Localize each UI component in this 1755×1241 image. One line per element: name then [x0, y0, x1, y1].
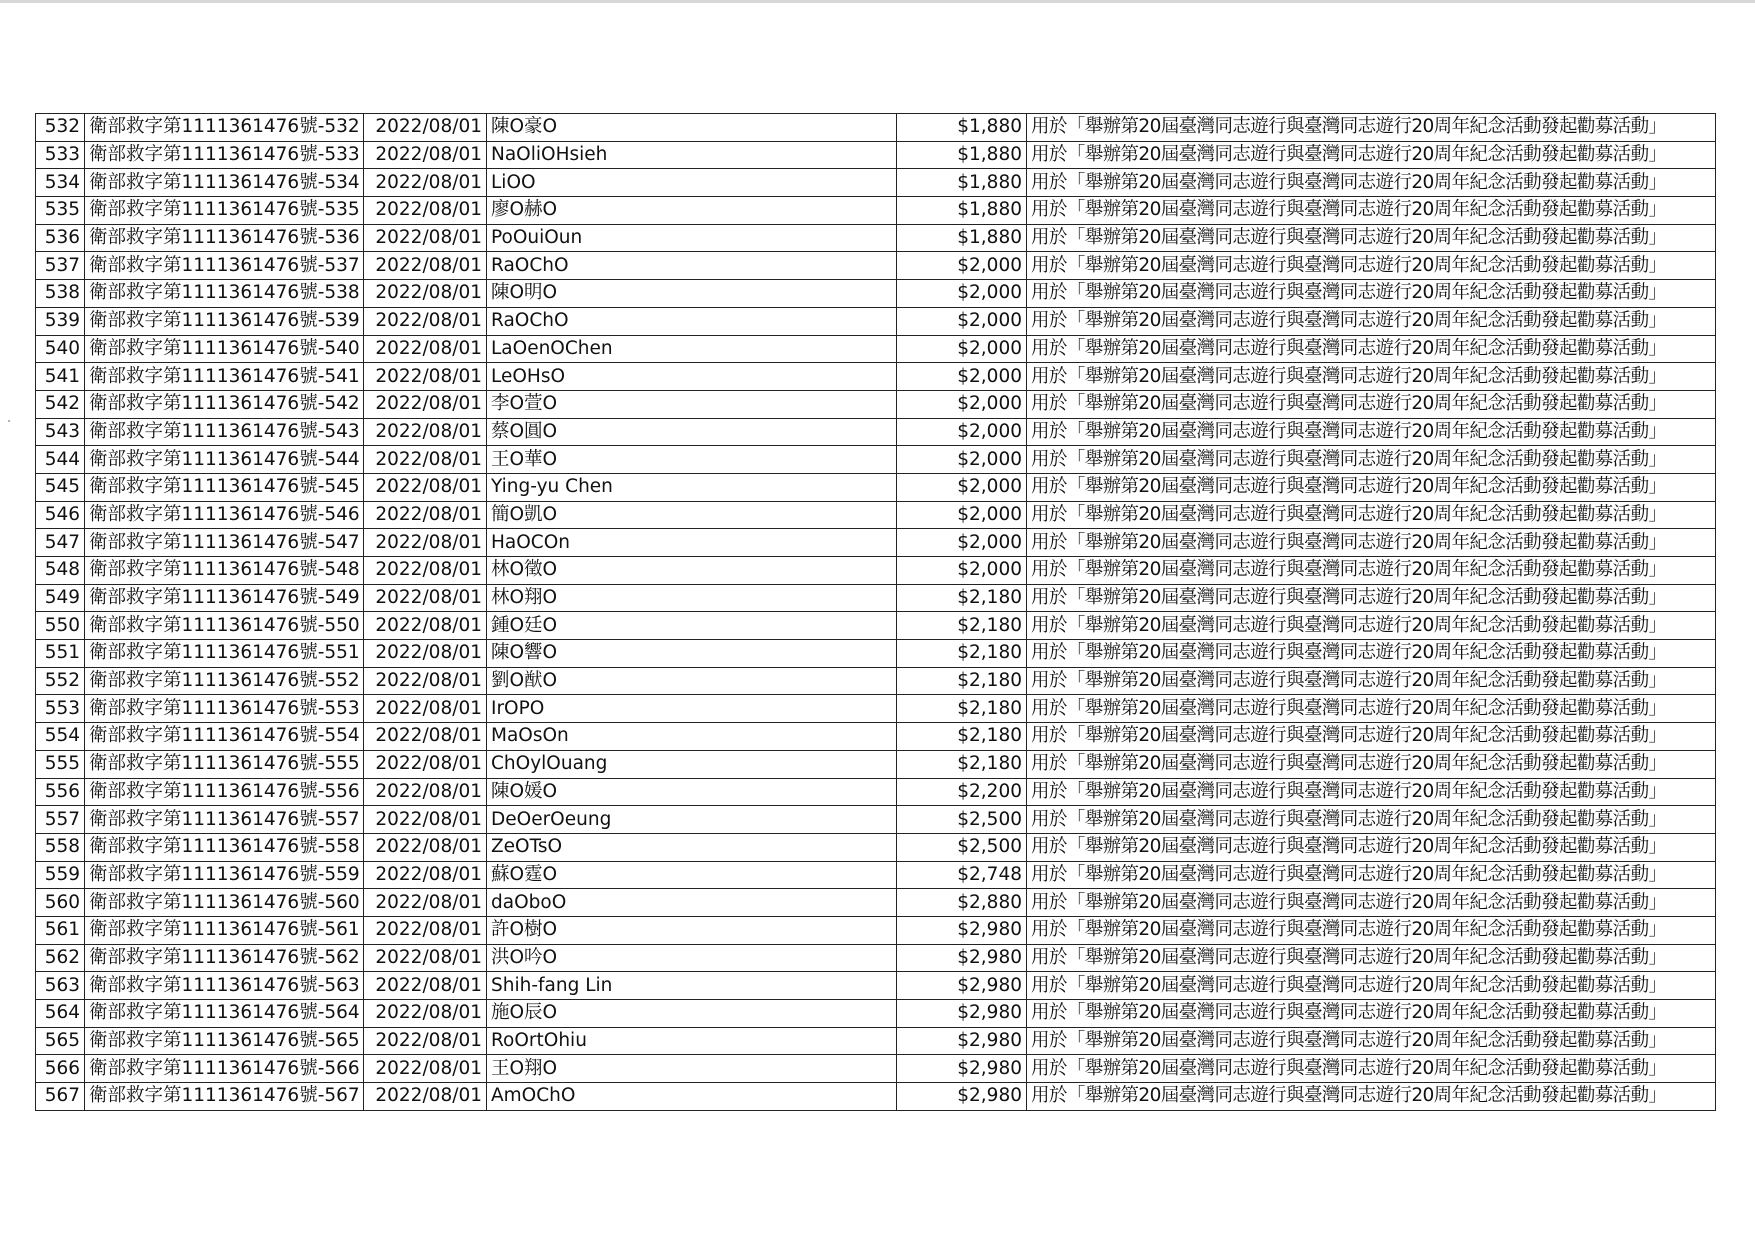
donor-name-cell: 蘇O霆O — [487, 861, 897, 889]
donation-date-cell: 2022/08/01 — [364, 944, 487, 972]
donation-amount-cell: $2,000 — [897, 363, 1027, 391]
donation-date-cell: 2022/08/01 — [364, 418, 487, 446]
donation-amount-cell: $2,200 — [897, 778, 1027, 806]
row-number-cell: 567 — [36, 1083, 85, 1111]
table-row — [36, 280, 1716, 308]
donation-date-cell: 2022/08/01 — [364, 114, 487, 142]
row-number-cell: 540 — [36, 335, 85, 363]
donation-purpose-cell: 用於「舉辦第20屆臺灣同志遊行與臺灣同志遊行20周年紀念活動發起勸募活動」 — [1027, 944, 1716, 972]
donation-purpose-cell: 用於「舉辦第20屆臺灣同志遊行與臺灣同志遊行20周年紀念活動發起勸募活動」 — [1027, 141, 1716, 169]
donation-amount-cell: $2,880 — [897, 889, 1027, 917]
donation-purpose-cell: 用於「舉辦第20屆臺灣同志遊行與臺灣同志遊行20周年紀念活動發起勸募活動」 — [1027, 390, 1716, 418]
row-number-cell: 543 — [36, 418, 85, 446]
table-row — [36, 612, 1716, 640]
table-row — [36, 640, 1716, 668]
row-number-cell: 537 — [36, 252, 85, 280]
donation-amount-cell: $1,880 — [897, 197, 1027, 225]
donation-date-cell: 2022/08/01 — [364, 501, 487, 529]
donation-amount-cell: $2,980 — [897, 1027, 1027, 1055]
row-number-cell: 542 — [36, 390, 85, 418]
donation-date-cell: 2022/08/01 — [364, 695, 487, 723]
receipt-reference-cell: 衛部救字第1111361476號-567 — [85, 1083, 364, 1111]
donation-purpose-cell: 用於「舉辦第20屆臺灣同志遊行與臺灣同志遊行20周年紀念活動發起勸募活動」 — [1027, 889, 1716, 917]
donation-date-cell: 2022/08/01 — [364, 252, 487, 280]
scan-speck — [8, 420, 10, 422]
donor-name-cell: 洪O吟O — [487, 944, 897, 972]
row-number-cell: 556 — [36, 778, 85, 806]
donation-date-cell: 2022/08/01 — [364, 141, 487, 169]
donation-date-cell: 2022/08/01 — [364, 280, 487, 308]
receipt-reference-cell: 衛部救字第1111361476號-545 — [85, 473, 364, 501]
donation-purpose-cell: 用於「舉辦第20屆臺灣同志遊行與臺灣同志遊行20周年紀念活動發起勸募活動」 — [1027, 1000, 1716, 1028]
donation-amount-cell: $2,180 — [897, 640, 1027, 668]
donor-name-cell: LiOO — [487, 169, 897, 197]
donor-name-cell: 廖O赫O — [487, 197, 897, 225]
donation-purpose-cell: 用於「舉辦第20屆臺灣同志遊行與臺灣同志遊行20周年紀念活動發起勸募活動」 — [1027, 916, 1716, 944]
ledger-body — [36, 114, 1716, 1111]
receipt-reference-cell: 衛部救字第1111361476號-556 — [85, 778, 364, 806]
donation-amount-cell: $2,000 — [897, 473, 1027, 501]
donation-purpose-cell: 用於「舉辦第20屆臺灣同志遊行與臺灣同志遊行20周年紀念活動發起勸募活動」 — [1027, 197, 1716, 225]
donation-purpose-cell: 用於「舉辦第20屆臺灣同志遊行與臺灣同志遊行20周年紀念活動發起勸募活動」 — [1027, 114, 1716, 142]
receipt-reference-cell: 衛部救字第1111361476號-537 — [85, 252, 364, 280]
donor-name-cell: RaOChO — [487, 307, 897, 335]
donor-name-cell: 林O翔O — [487, 584, 897, 612]
donation-date-cell: 2022/08/01 — [364, 390, 487, 418]
donation-amount-cell: $2,000 — [897, 252, 1027, 280]
donation-purpose-cell: 用於「舉辦第20屆臺灣同志遊行與臺灣同志遊行20周年紀念活動發起勸募活動」 — [1027, 557, 1716, 585]
donation-amount-cell: $2,180 — [897, 612, 1027, 640]
donation-purpose-cell: 用於「舉辦第20屆臺灣同志遊行與臺灣同志遊行20周年紀念活動發起勸募活動」 — [1027, 1055, 1716, 1083]
table-row — [36, 833, 1716, 861]
table-row — [36, 473, 1716, 501]
donor-name-cell: 王O翔O — [487, 1055, 897, 1083]
receipt-reference-cell: 衛部救字第1111361476號-533 — [85, 141, 364, 169]
donation-amount-cell: $2,000 — [897, 307, 1027, 335]
donation-purpose-cell: 用於「舉辦第20屆臺灣同志遊行與臺灣同志遊行20周年紀念活動發起勸募活動」 — [1027, 861, 1716, 889]
table-row — [36, 1055, 1716, 1083]
donation-purpose-cell: 用於「舉辦第20屆臺灣同志遊行與臺灣同志遊行20周年紀念活動發起勸募活動」 — [1027, 723, 1716, 751]
donor-name-cell: LaOenOChen — [487, 335, 897, 363]
donation-amount-cell: $2,000 — [897, 335, 1027, 363]
donor-name-cell: 劉O猷O — [487, 667, 897, 695]
table-row — [36, 723, 1716, 751]
row-number-cell: 535 — [36, 197, 85, 225]
row-number-cell: 533 — [36, 141, 85, 169]
row-number-cell: 541 — [36, 363, 85, 391]
receipt-reference-cell: 衛部救字第1111361476號-549 — [85, 584, 364, 612]
donation-amount-cell: $2,000 — [897, 501, 1027, 529]
donation-date-cell: 2022/08/01 — [364, 612, 487, 640]
donation-amount-cell: $2,000 — [897, 557, 1027, 585]
donation-amount-cell: $2,180 — [897, 695, 1027, 723]
receipt-reference-cell: 衛部救字第1111361476號-546 — [85, 501, 364, 529]
table-row — [36, 197, 1716, 225]
row-number-cell: 544 — [36, 446, 85, 474]
receipt-reference-cell: 衛部救字第1111361476號-555 — [85, 750, 364, 778]
table-row — [36, 695, 1716, 723]
donation-date-cell: 2022/08/01 — [364, 473, 487, 501]
receipt-reference-cell: 衛部救字第1111361476號-552 — [85, 667, 364, 695]
donation-purpose-cell: 用於「舉辦第20屆臺灣同志遊行與臺灣同志遊行20周年紀念活動發起勸募活動」 — [1027, 833, 1716, 861]
donation-amount-cell: $2,980 — [897, 972, 1027, 1000]
donation-purpose-cell: 用於「舉辦第20屆臺灣同志遊行與臺灣同志遊行20周年紀念活動發起勸募活動」 — [1027, 307, 1716, 335]
row-number-cell: 554 — [36, 723, 85, 751]
receipt-reference-cell: 衛部救字第1111361476號-553 — [85, 695, 364, 723]
donation-amount-cell: $2,980 — [897, 916, 1027, 944]
donation-amount-cell: $2,180 — [897, 584, 1027, 612]
table-row — [36, 446, 1716, 474]
donor-name-cell: 許O樹O — [487, 916, 897, 944]
donor-name-cell: 簡O凱O — [487, 501, 897, 529]
receipt-reference-cell: 衛部救字第1111361476號-532 — [85, 114, 364, 142]
donation-date-cell: 2022/08/01 — [364, 833, 487, 861]
donation-date-cell: 2022/08/01 — [364, 169, 487, 197]
row-number-cell: 545 — [36, 473, 85, 501]
donation-date-cell: 2022/08/01 — [364, 861, 487, 889]
row-number-cell: 552 — [36, 667, 85, 695]
donation-purpose-cell: 用於「舉辦第20屆臺灣同志遊行與臺灣同志遊行20周年紀念活動發起勸募活動」 — [1027, 280, 1716, 308]
receipt-reference-cell: 衛部救字第1111361476號-550 — [85, 612, 364, 640]
donation-amount-cell: $1,880 — [897, 141, 1027, 169]
table-row — [36, 224, 1716, 252]
donation-ledger-table — [35, 113, 1716, 1111]
donor-name-cell: 陳O豪O — [487, 114, 897, 142]
donor-name-cell: Ying-yu Chen — [487, 473, 897, 501]
donation-date-cell: 2022/08/01 — [364, 1055, 487, 1083]
donation-date-cell: 2022/08/01 — [364, 916, 487, 944]
donor-name-cell: ZeOTsO — [487, 833, 897, 861]
table-row — [36, 529, 1716, 557]
table-row — [36, 584, 1716, 612]
table-row — [36, 916, 1716, 944]
receipt-reference-cell: 衛部救字第1111361476號-557 — [85, 806, 364, 834]
row-number-cell: 557 — [36, 806, 85, 834]
donation-amount-cell: $2,500 — [897, 833, 1027, 861]
receipt-reference-cell: 衛部救字第1111361476號-560 — [85, 889, 364, 917]
donation-amount-cell: $2,000 — [897, 446, 1027, 474]
row-number-cell: 548 — [36, 557, 85, 585]
donation-purpose-cell: 用於「舉辦第20屆臺灣同志遊行與臺灣同志遊行20周年紀念活動發起勸募活動」 — [1027, 501, 1716, 529]
donor-name-cell: 陳O響O — [487, 640, 897, 668]
donation-purpose-cell: 用於「舉辦第20屆臺灣同志遊行與臺灣同志遊行20周年紀念活動發起勸募活動」 — [1027, 363, 1716, 391]
receipt-reference-cell: 衛部救字第1111361476號-539 — [85, 307, 364, 335]
donation-purpose-cell: 用於「舉辦第20屆臺灣同志遊行與臺灣同志遊行20周年紀念活動發起勸募活動」 — [1027, 335, 1716, 363]
donation-date-cell: 2022/08/01 — [364, 1083, 487, 1111]
page-top-edge — [0, 0, 1755, 3]
donation-date-cell: 2022/08/01 — [364, 529, 487, 557]
donation-date-cell: 2022/08/01 — [364, 640, 487, 668]
donation-purpose-cell: 用於「舉辦第20屆臺灣同志遊行與臺灣同志遊行20周年紀念活動發起勸募活動」 — [1027, 612, 1716, 640]
receipt-reference-cell: 衛部救字第1111361476號-561 — [85, 916, 364, 944]
table-row — [36, 418, 1716, 446]
donation-date-cell: 2022/08/01 — [364, 557, 487, 585]
donor-name-cell: 林O徵O — [487, 557, 897, 585]
table-row — [36, 363, 1716, 391]
donation-purpose-cell: 用於「舉辦第20屆臺灣同志遊行與臺灣同志遊行20周年紀念活動發起勸募活動」 — [1027, 529, 1716, 557]
receipt-reference-cell: 衛部救字第1111361476號-565 — [85, 1027, 364, 1055]
row-number-cell: 536 — [36, 224, 85, 252]
donation-purpose-cell: 用於「舉辦第20屆臺灣同志遊行與臺灣同志遊行20周年紀念活動發起勸募活動」 — [1027, 806, 1716, 834]
donation-date-cell: 2022/08/01 — [364, 363, 487, 391]
donor-name-cell: IrOPO — [487, 695, 897, 723]
donation-purpose-cell: 用於「舉辦第20屆臺灣同志遊行與臺灣同志遊行20周年紀念活動發起勸募活動」 — [1027, 1083, 1716, 1111]
donor-name-cell: NaOliOHsieh — [487, 141, 897, 169]
donation-amount-cell: $2,980 — [897, 1055, 1027, 1083]
table-row — [36, 557, 1716, 585]
table-row — [36, 944, 1716, 972]
donation-amount-cell: $2,000 — [897, 418, 1027, 446]
table-row — [36, 169, 1716, 197]
donor-name-cell: daOboO — [487, 889, 897, 917]
receipt-reference-cell: 衛部救字第1111361476號-548 — [85, 557, 364, 585]
donation-date-cell: 2022/08/01 — [364, 335, 487, 363]
receipt-reference-cell: 衛部救字第1111361476號-543 — [85, 418, 364, 446]
donation-date-cell: 2022/08/01 — [364, 806, 487, 834]
row-number-cell: 539 — [36, 307, 85, 335]
row-number-cell: 559 — [36, 861, 85, 889]
row-number-cell: 566 — [36, 1055, 85, 1083]
table-row — [36, 114, 1716, 142]
donation-amount-cell: $2,180 — [897, 723, 1027, 751]
donor-name-cell: 蔡O圓O — [487, 418, 897, 446]
table-row — [36, 390, 1716, 418]
donor-name-cell: Shih-fang Lin — [487, 972, 897, 1000]
receipt-reference-cell: 衛部救字第1111361476號-562 — [85, 944, 364, 972]
donation-purpose-cell: 用於「舉辦第20屆臺灣同志遊行與臺灣同志遊行20周年紀念活動發起勸募活動」 — [1027, 418, 1716, 446]
row-number-cell: 561 — [36, 916, 85, 944]
donation-date-cell: 2022/08/01 — [364, 972, 487, 1000]
row-number-cell: 565 — [36, 1027, 85, 1055]
donation-purpose-cell: 用於「舉辦第20屆臺灣同志遊行與臺灣同志遊行20周年紀念活動發起勸募活動」 — [1027, 695, 1716, 723]
donor-name-cell: 鍾O廷O — [487, 612, 897, 640]
row-number-cell: 538 — [36, 280, 85, 308]
table-row — [36, 501, 1716, 529]
donation-date-cell: 2022/08/01 — [364, 446, 487, 474]
receipt-reference-cell: 衛部救字第1111361476號-544 — [85, 446, 364, 474]
row-number-cell: 532 — [36, 114, 85, 142]
donation-date-cell: 2022/08/01 — [364, 889, 487, 917]
donation-amount-cell: $1,880 — [897, 169, 1027, 197]
donation-date-cell: 2022/08/01 — [364, 197, 487, 225]
receipt-reference-cell: 衛部救字第1111361476號-551 — [85, 640, 364, 668]
row-number-cell: 553 — [36, 695, 85, 723]
donor-name-cell: DeOerOeung — [487, 806, 897, 834]
donor-name-cell: 王O華O — [487, 446, 897, 474]
donation-purpose-cell: 用於「舉辦第20屆臺灣同志遊行與臺灣同志遊行20周年紀念活動發起勸募活動」 — [1027, 169, 1716, 197]
receipt-reference-cell: 衛部救字第1111361476號-563 — [85, 972, 364, 1000]
table-row — [36, 972, 1716, 1000]
donor-name-cell: RoOrtOhiu — [487, 1027, 897, 1055]
donation-date-cell: 2022/08/01 — [364, 667, 487, 695]
table-row — [36, 1000, 1716, 1028]
donation-purpose-cell: 用於「舉辦第20屆臺灣同志遊行與臺灣同志遊行20周年紀念活動發起勸募活動」 — [1027, 252, 1716, 280]
donation-date-cell: 2022/08/01 — [364, 307, 487, 335]
donation-purpose-cell: 用於「舉辦第20屆臺灣同志遊行與臺灣同志遊行20周年紀念活動發起勸募活動」 — [1027, 224, 1716, 252]
donor-name-cell: PoOuiOun — [487, 224, 897, 252]
donation-purpose-cell: 用於「舉辦第20屆臺灣同志遊行與臺灣同志遊行20周年紀念活動發起勸募活動」 — [1027, 473, 1716, 501]
donor-name-cell: 施O辰O — [487, 1000, 897, 1028]
donation-purpose-cell: 用於「舉辦第20屆臺灣同志遊行與臺灣同志遊行20周年紀念活動發起勸募活動」 — [1027, 778, 1716, 806]
donation-date-cell: 2022/08/01 — [364, 778, 487, 806]
donation-amount-cell: $1,880 — [897, 224, 1027, 252]
row-number-cell: 558 — [36, 833, 85, 861]
donation-purpose-cell: 用於「舉辦第20屆臺灣同志遊行與臺灣同志遊行20周年紀念活動發起勸募活動」 — [1027, 584, 1716, 612]
row-number-cell: 560 — [36, 889, 85, 917]
donor-name-cell: 李O萱O — [487, 390, 897, 418]
donation-purpose-cell: 用於「舉辦第20屆臺灣同志遊行與臺灣同志遊行20周年紀念活動發起勸募活動」 — [1027, 640, 1716, 668]
donor-name-cell: AmOChO — [487, 1083, 897, 1111]
donor-name-cell: MaOsOn — [487, 723, 897, 751]
table-row — [36, 667, 1716, 695]
receipt-reference-cell: 衛部救字第1111361476號-540 — [85, 335, 364, 363]
receipt-reference-cell: 衛部救字第1111361476號-541 — [85, 363, 364, 391]
donor-name-cell: ChOylOuang — [487, 750, 897, 778]
donation-amount-cell: $1,880 — [897, 114, 1027, 142]
donation-purpose-cell: 用於「舉辦第20屆臺灣同志遊行與臺灣同志遊行20周年紀念活動發起勸募活動」 — [1027, 667, 1716, 695]
table-row — [36, 307, 1716, 335]
donation-purpose-cell: 用於「舉辦第20屆臺灣同志遊行與臺灣同志遊行20周年紀念活動發起勸募活動」 — [1027, 446, 1716, 474]
table-row — [36, 889, 1716, 917]
donation-date-cell: 2022/08/01 — [364, 1000, 487, 1028]
table-row — [36, 778, 1716, 806]
donation-amount-cell: $2,500 — [897, 806, 1027, 834]
table-row — [36, 335, 1716, 363]
donor-name-cell: 陳O明O — [487, 280, 897, 308]
table-row — [36, 1083, 1716, 1111]
receipt-reference-cell: 衛部救字第1111361476號-547 — [85, 529, 364, 557]
receipt-reference-cell: 衛部救字第1111361476號-538 — [85, 280, 364, 308]
donation-date-cell: 2022/08/01 — [364, 584, 487, 612]
table-row — [36, 1027, 1716, 1055]
row-number-cell: 550 — [36, 612, 85, 640]
donor-name-cell: RaOChO — [487, 252, 897, 280]
table-row — [36, 252, 1716, 280]
receipt-reference-cell: 衛部救字第1111361476號-535 — [85, 197, 364, 225]
donation-date-cell: 2022/08/01 — [364, 1027, 487, 1055]
donation-amount-cell: $2,980 — [897, 944, 1027, 972]
donation-amount-cell: $2,980 — [897, 1083, 1027, 1111]
table-row — [36, 806, 1716, 834]
donation-amount-cell: $2,980 — [897, 1000, 1027, 1028]
donation-amount-cell: $2,748 — [897, 861, 1027, 889]
table-row — [36, 141, 1716, 169]
receipt-reference-cell: 衛部救字第1111361476號-566 — [85, 1055, 364, 1083]
row-number-cell: 549 — [36, 584, 85, 612]
row-number-cell: 534 — [36, 169, 85, 197]
row-number-cell: 563 — [36, 972, 85, 1000]
donation-purpose-cell: 用於「舉辦第20屆臺灣同志遊行與臺灣同志遊行20周年紀念活動發起勸募活動」 — [1027, 750, 1716, 778]
row-number-cell: 546 — [36, 501, 85, 529]
receipt-reference-cell: 衛部救字第1111361476號-554 — [85, 723, 364, 751]
donation-amount-cell: $2,180 — [897, 667, 1027, 695]
row-number-cell: 555 — [36, 750, 85, 778]
table-row — [36, 861, 1716, 889]
receipt-reference-cell: 衛部救字第1111361476號-558 — [85, 833, 364, 861]
donation-purpose-cell: 用於「舉辦第20屆臺灣同志遊行與臺灣同志遊行20周年紀念活動發起勸募活動」 — [1027, 972, 1716, 1000]
donation-date-cell: 2022/08/01 — [364, 723, 487, 751]
row-number-cell: 547 — [36, 529, 85, 557]
row-number-cell: 562 — [36, 944, 85, 972]
donation-date-cell: 2022/08/01 — [364, 750, 487, 778]
donor-name-cell: LeOHsO — [487, 363, 897, 391]
donation-date-cell: 2022/08/01 — [364, 224, 487, 252]
row-number-cell: 551 — [36, 640, 85, 668]
donor-name-cell: 陳O媛O — [487, 778, 897, 806]
receipt-reference-cell: 衛部救字第1111361476號-559 — [85, 861, 364, 889]
table-row — [36, 750, 1716, 778]
donation-amount-cell: $2,000 — [897, 280, 1027, 308]
donation-purpose-cell: 用於「舉辦第20屆臺灣同志遊行與臺灣同志遊行20周年紀念活動發起勸募活動」 — [1027, 1027, 1716, 1055]
donation-amount-cell: $2,000 — [897, 390, 1027, 418]
donation-amount-cell: $2,000 — [897, 529, 1027, 557]
receipt-reference-cell: 衛部救字第1111361476號-536 — [85, 224, 364, 252]
receipt-reference-cell: 衛部救字第1111361476號-542 — [85, 390, 364, 418]
donor-name-cell: HaOCOn — [487, 529, 897, 557]
receipt-reference-cell: 衛部救字第1111361476號-534 — [85, 169, 364, 197]
row-number-cell: 564 — [36, 1000, 85, 1028]
donation-amount-cell: $2,180 — [897, 750, 1027, 778]
receipt-reference-cell: 衛部救字第1111361476號-564 — [85, 1000, 364, 1028]
